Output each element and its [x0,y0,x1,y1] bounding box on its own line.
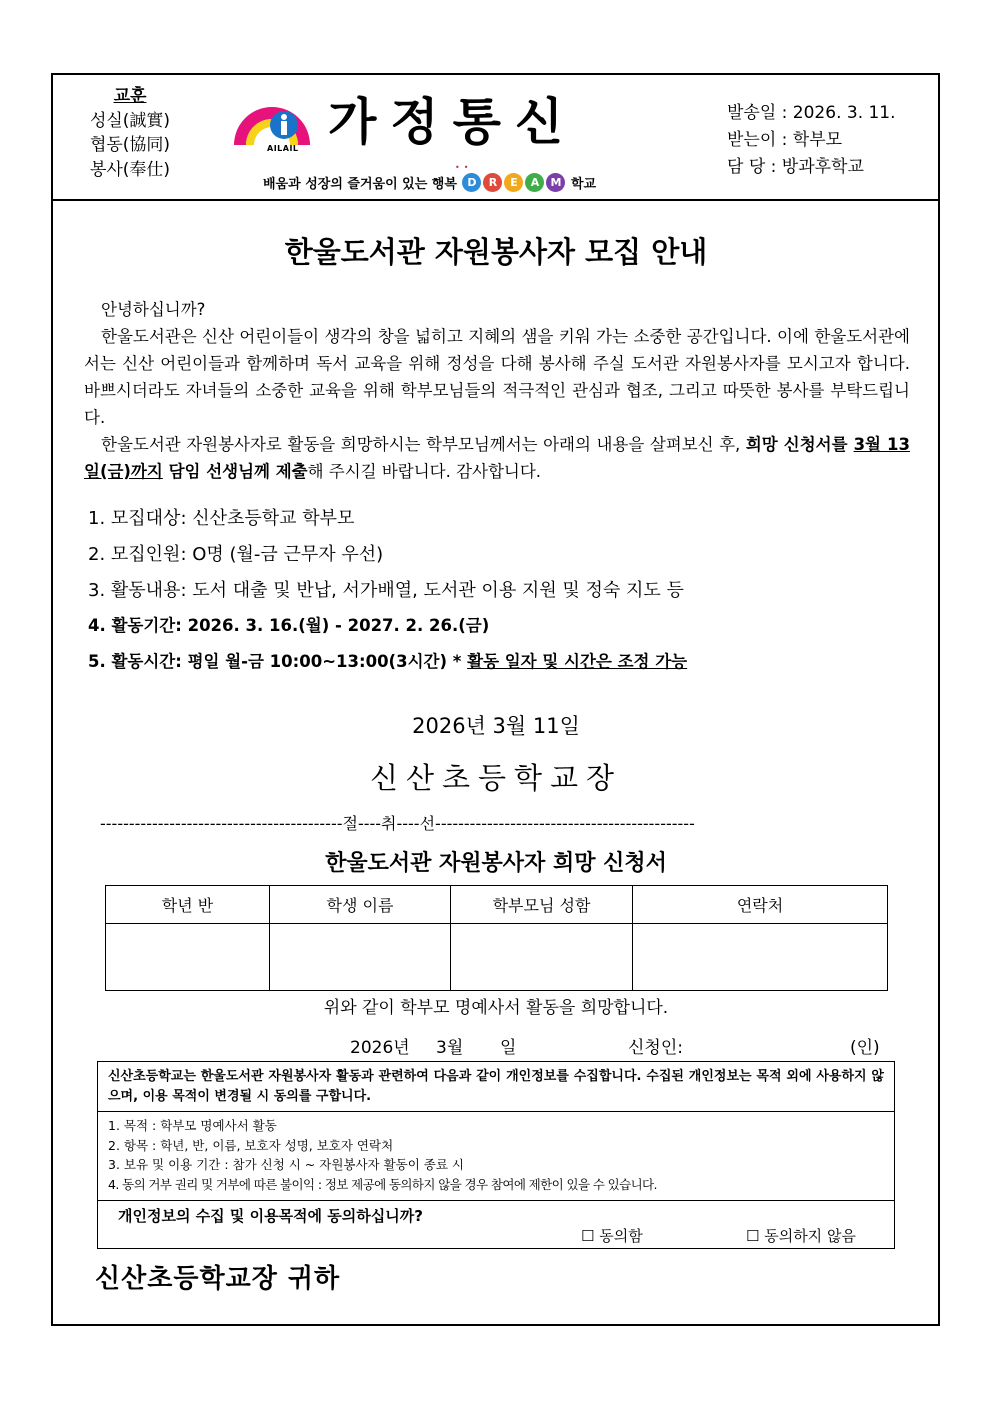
school-motto [75,84,185,182]
intro-paragraph-1: 한울도서관은 신산 어린이들이 생각의 창을 넓히고 지혜의 샘을 키워 가는 소중한 공간입니다. 이에 한울도서관에서는 신산 어린이들과 함께하며 독서 교육을 위해 정성을 다해 봉사해 주실 도서관 자원봉사자를 모시고자 합니다. 바쁘시더라도 자녀들의 소중한 교육을 위해 학부모님들의 적극적인 관심과 협조, 그리고 따뜻한 봉사를 부탁드립니다. [84,327,910,427]
addressee: 신산초등학교장 귀하 [95,1264,341,1294]
motto-title: 교훈 [113,86,147,106]
application-table [105,885,888,991]
detail-target: 1. 모집대상: 신산초등학교 학부모 [88,508,355,529]
cut-line: ------------------------------------------절----취----선--------------------------------------------- [100,814,695,833]
privacy-purpose: 1. 목적 : 학부모 명예사서 활동 [108,1118,277,1133]
slogan-prefix: 배움과 성장의 즐거움이 있는 행복 [263,177,457,192]
privacy-notice: 신산초등학교는 한울도서관 자원봉사자 활동과 관련하여 다음과 같이 개인정보를 수집합니다. 수집된 개인정보는 목적 외에 사용하지 않으며, 이용 목적이 변경될 시 동의를 구합니다. [98,1062,894,1112]
sign-day[interactable]: 일 [500,1038,517,1058]
sign-month: 3월 [436,1038,464,1058]
para2-bold: 희망 신청서를 [745,435,854,454]
department: 담 당 : 방과후학교 [727,157,864,177]
detail-period: 4. 활동기간: 2026. 3. 16.(월) - 2027. 2. 26.(금) [88,616,490,635]
intro-text [84,296,910,485]
slogan-letter-d: D [462,173,481,192]
student-name-cell[interactable] [270,924,451,991]
send-info [727,100,896,181]
consent-question: 개인정보의 수집 및 이용목적에 동의하십니까? [118,1207,423,1225]
privacy-retention: 3. 보유 및 이용 기간 : 참가 신청 시 ~ 자원봉사자 활동이 종료 시 [108,1157,464,1172]
col-parent-name: 학부모님 성함 [451,886,633,924]
privacy-items: 2. 항목 : 학년, 반, 이름, 보호자 성명, 보호자 연락처 [108,1137,394,1153]
smile-decoration: •• [455,163,473,172]
col-student-name: 학생 이름 [270,886,451,924]
submit-to: 담임 선생님께 제출 [162,462,308,481]
detail-time [88,648,687,684]
header-divider [51,199,940,201]
motto-item: 봉사(奉仕) [89,159,171,180]
school-slogan [263,173,596,192]
contact-cell[interactable] [633,924,888,991]
parent-name-cell[interactable] [451,924,633,991]
seal-mark: (인) [850,1038,880,1058]
slogan-suffix: 학교 [570,177,597,192]
col-grade-class: 학년 반 [106,886,270,924]
issue-date: 2026년 3월 11일 [412,714,580,738]
para2-end: 해 주시길 바랍니다. 감사합니다. [307,462,542,481]
consent-question-row [98,1200,894,1250]
greeting: 안녕하십니까? [101,300,206,319]
disagree-checkbox[interactable]: ☐ 동의하지 않음 [746,1227,856,1245]
logo-text: AILAIL [267,144,299,153]
col-contact: 연락처 [633,886,888,924]
deadline: 3월 13일(금)까지 [84,435,910,481]
page-title: 한울도서관 자원봉사자 모집 안내 [284,235,708,269]
intro-paragraph-2 [84,431,910,485]
privacy-refusal: 4. 동의 거부 권리 및 거부에 따른 불이익 : 정보 제공에 동의하지 않을 경우 참여에 제한이 있을 수 있습니다. [108,1176,657,1192]
detail-activity: 3. 활동내용: 도서 대출 및 반납, 서가배열, 도서관 이용 지원 및 정숙 지도 등 [88,580,684,601]
slogan-letter-m: M [546,173,565,192]
applicant-label[interactable]: 신청인: [628,1038,683,1058]
motto-item: 협동(協同) [89,135,171,155]
slogan-letter-r: R [483,173,502,192]
agree-checkbox[interactable]: ☐ 동의함 [581,1227,643,1245]
form-title: 한울도서관 자원봉사자 희망 신청서 [325,851,667,876]
privacy-list [108,1116,657,1194]
grade-class-cell[interactable] [106,924,270,991]
recruit-details [88,504,687,684]
school-logo-icon [232,95,312,149]
slogan-letter-a: A [525,173,544,192]
motto-item: 성실(誠實) [89,110,171,131]
para2-start: 한울도서관 자원봉사자로 활동을 희망하시는 학부모님께서는 아래의 내용을 살펴보신 후, [101,435,746,454]
principal-name: 신산초등학교장 [369,761,623,795]
time-note: 활동 일자 및 시간은 조정 가능 [467,652,688,671]
newsletter-title: 가정통신 [328,93,578,151]
slogan-letter-e: E [504,173,523,192]
privacy-consent-box [97,1061,895,1249]
send-date: 발송일 : 2026. 3. 11. [727,103,896,123]
recipient: 받는이 : 학부모 [727,130,843,150]
detail-count: 2. 모집인원: O명 (월-금 근무자 우선) [88,544,384,565]
hope-statement: 위와 같이 학부모 명예사서 활동을 희망합니다. [323,998,669,1018]
sign-year: 2026년 [350,1038,410,1058]
time-text: 5. 활동시간: 평일 월-금 10:00~13:00(3시간) * [88,652,468,671]
